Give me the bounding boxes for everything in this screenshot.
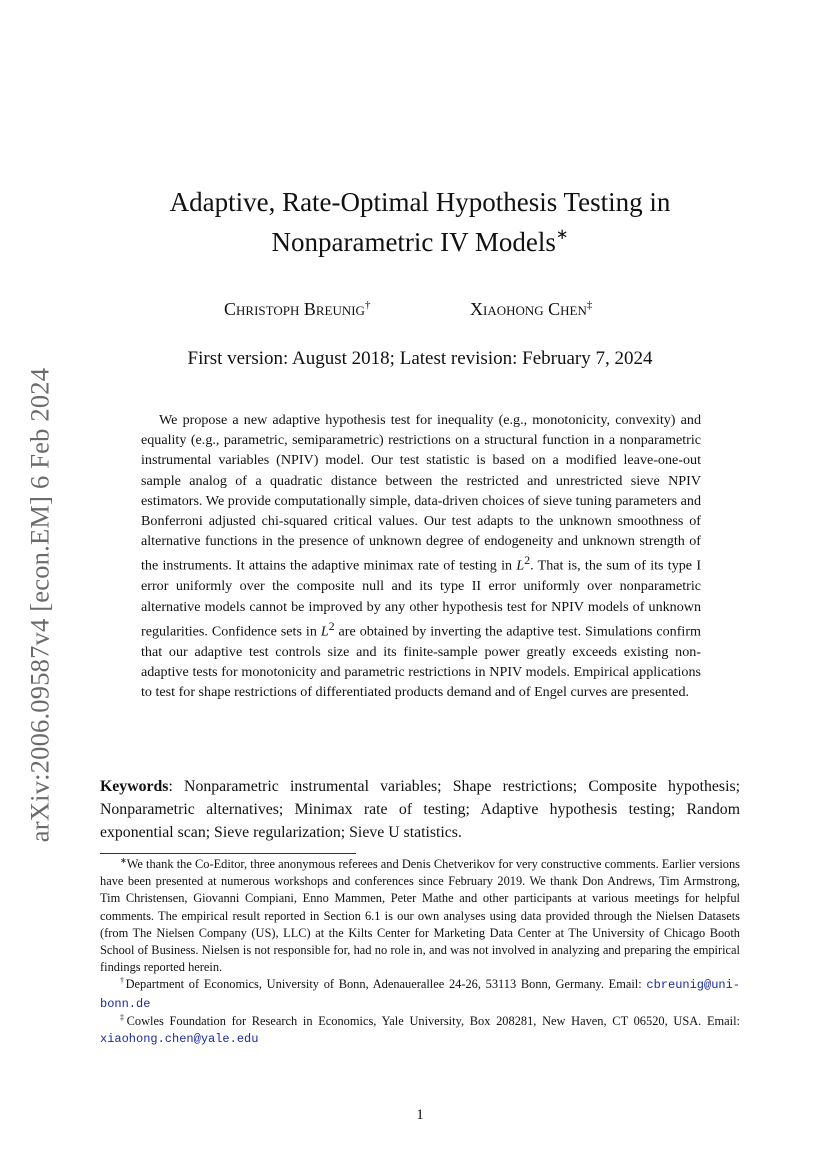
math-l-space: L bbox=[320, 623, 329, 640]
footnotes bbox=[100, 856, 740, 1048]
author-mark: ‡ bbox=[586, 299, 593, 311]
author-list bbox=[100, 299, 740, 325]
footnote-breunig-affiliation bbox=[100, 976, 740, 1012]
author-name: Christoph Breunig bbox=[224, 299, 365, 319]
math-exponent: 2 bbox=[328, 619, 335, 633]
arxiv-identifier: arXiv:2006.09587v4 [econ.EM] 6 Feb 2024 bbox=[24, 367, 55, 842]
math-l-space: L bbox=[516, 558, 525, 575]
keywords bbox=[100, 775, 740, 844]
arxiv-sidebar bbox=[22, 352, 58, 857]
email-link-breunig[interactable]: cbreunig@uni-bonn.de bbox=[100, 978, 741, 1011]
footnote-rule bbox=[100, 853, 356, 854]
title-line-2-text: Nonparametric IV Models bbox=[271, 227, 556, 257]
author-name: Xiaohong Chen bbox=[470, 299, 587, 319]
author-chen bbox=[470, 299, 592, 320]
footnote-mark: ∗ bbox=[120, 856, 127, 865]
page-number: 1 bbox=[416, 1107, 424, 1123]
author-mark: † bbox=[364, 299, 371, 311]
footnote-mark: † bbox=[120, 976, 126, 986]
keywords-text: : Nonparametric instrumental variables; Shape restrictions; Composite hypothesis; Nonparametric alternatives; Minimax rate of testing; Adaptive hypothesis testing; Random exponential scan; Sieve regularization; Sieve U statistics. bbox=[100, 778, 740, 841]
abstract-part-3: are obtained by inverting the adaptive test. Simulations confirm that our adaptive test controls size and its finite-sample power greatly exceeds existing non-adaptive tests for monotonicity and parametric restrictions in NPIV models. Empirical applications to test for shape restrictions of differentiated products demand and of Engel curves are presented. bbox=[141, 623, 701, 701]
title-footnote-mark: ∗ bbox=[555, 227, 569, 243]
version-dateline: First version: August 2018; Latest revision: February 7, 2024 bbox=[187, 348, 653, 369]
email-link-chen[interactable]: xiaohong.chen@yale.edu bbox=[100, 1032, 259, 1047]
title-line-2 bbox=[100, 222, 740, 262]
keywords-label: Keywords bbox=[100, 778, 169, 795]
title-line-1: Adaptive, Rate-Optimal Hypothesis Testing in bbox=[169, 187, 671, 217]
footnote-acknowledgements bbox=[100, 856, 740, 976]
author-breunig bbox=[224, 299, 370, 320]
footnote-text: We thank the Co-Editor, three anonymous referees and Denis Chetverikov for very constructive comments. Earlier versions have been presented at numerous workshops and conferences since February 2019. We thank Don Andrews, Tim Armstrong, Tim Christensen, Giovanni Compiani, Enno Mammen, Peter Mathe and other participants at various meetings for helpful comments. The empirical result reported in Section 6.1 is our own analyses using data provided through the Nielsen Datasets (from The Nielsen Company (US), LLC) at the Kilts Center for Marketing Data Center at The University of Chicago Booth School of Business. Nielsen is not responsible for, had no role in, and was not involved in analyzing and preparing the empirical findings reported herein. bbox=[100, 857, 740, 975]
footnote-text: Cowles Foundation for Research in Economics, Yale University, Box 208281, New Haven, CT 06520, USA. Email: bbox=[126, 1013, 740, 1028]
footnote-mark: ‡ bbox=[120, 1012, 127, 1022]
math-exponent: 2 bbox=[524, 554, 531, 568]
abstract-part-1: We propose a new adaptive hypothesis test for inequality (e.g., monotonicity, convexity) and equality (e.g., parametric, semiparametric) restrictions on a structural function in a nonparametric instrumental variables (NPIV) model. Our test statistic is based on a modified leave-one-out sample analog of a quadratic distance between the restricted and unrestricted sieve NPIV estimators. We provide computationally simple, data-driven choices of sieve tuning parameters and Bonferroni adjusted chi-squared critical values. Our test adapts to the unknown smoothness of alternative functions in the presence of unknown degree of endogeneity and unknown strength of the instruments. It attains the adaptive minimax rate of testing in bbox=[141, 412, 701, 575]
footnote-chen-affiliation bbox=[100, 1013, 740, 1048]
footnote-text: Department of Economics, University of Bonn, Adenauerallee 24-26, 53113 Bonn, Germany. Email: bbox=[125, 977, 642, 992]
abstract-part-2: . That is, the sum of its type I error uniformly over the composite null and its type II error uniformly over nonparametric alternative models cannot be improved by any other hypothesis test for NPIV models of unknown regularities. Confidence sets in bbox=[141, 558, 702, 640]
paper-title bbox=[100, 182, 740, 262]
abstract bbox=[141, 410, 701, 702]
